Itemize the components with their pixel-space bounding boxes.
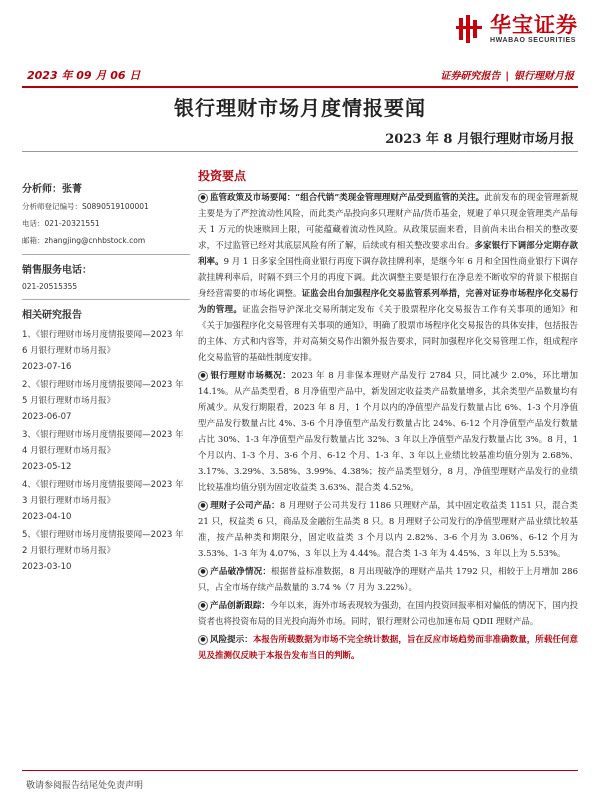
innovation-paragraph: [198, 598, 578, 630]
below-par-paragraph: [198, 564, 578, 596]
related-reports-heading: 相关研究报告: [22, 299, 190, 321]
analyst-phone: 电话：021-20321551: [22, 219, 100, 228]
brand-logo: [456, 8, 578, 50]
related-report-item[interactable]: [22, 327, 190, 375]
below-par-body: 根据普益标准数据，8 月出现破净的理财产品共 1792 只，相较于上月增加 286 只，占全市场存续产品数量的 3.74 %（7 月为 3.22%）。: [198, 567, 578, 593]
innovation-body: 今年以来，海外市场表现较为强劲，在国内投资回报率相对偏低的情况下，国内投资者也将投资布局的目光投向海外市场。同时，银行理财公司也加速布局 QDII 理财产品。: [198, 601, 578, 627]
related-report-date: 2023-03-10: [22, 562, 72, 572]
csrc-body: 证监会指导沪深北交易所制定发布《关于股票程序化交易报告工作有关事项的通知》和《关于加强程序化交易管理有关事项的通知》，明确了股票市场程序化交易报告的具体安排，包括报告的主体、方式和内容等，并对高频交易作出额外报告要求，同时加强程序化交易管理工作，组成程序化交易监管的基础性制度安排。: [198, 305, 578, 363]
bullet-icon: ●: [198, 371, 208, 381]
related-report-date: 2023-04-10: [22, 512, 72, 522]
header-divider: [22, 86, 578, 88]
bullet-icon: ●: [198, 635, 208, 645]
related-report-item[interactable]: [22, 477, 190, 525]
policy-news-paragraph: [198, 190, 578, 366]
related-report-title: 4、《银行理财市场月度情报要闻—2023 年 3 月银行理财市场月报》: [22, 480, 184, 506]
related-report-title: 1、《银行理财市场月度情报要闻—2023 年 6 月银行理财市场月报》: [22, 330, 184, 356]
title-divider: [22, 151, 578, 152]
innovation-lead: 产品创新跟踪：: [210, 601, 270, 611]
related-report-item[interactable]: [22, 377, 190, 425]
brand-name-cn: 华宝证券: [490, 12, 578, 37]
brand-mark-icon: [456, 14, 484, 44]
sales-heading: 销售服务电话：: [22, 254, 190, 276]
header-band: [22, 66, 578, 84]
market-overview-paragraph: [198, 368, 578, 496]
policy-body: 此前发布的现金管理新规主要是为了严控流动性风险，而此类产品投向多只理财产品/货币基金，规避了单只现金管理类产品每天 1 万元的快速赎回上限，可能蕴藏着流动性风险。从政策层面来看，目前尚未出台相关的整改要求，不过监管已经对其底层风险有所了解，后续或有相关整改要求出台。: [198, 193, 578, 251]
market-overview-lead: 银行理财市场概况：: [210, 371, 292, 381]
related-report-item[interactable]: [22, 527, 190, 575]
brand-name-en: HWABAO SECURITIES: [490, 36, 577, 44]
page-title: 银行理财市场月度情报要闻: [174, 96, 426, 120]
footer-divider: [22, 770, 578, 771]
report-category: 证券研究报告: [440, 71, 501, 82]
sidebar: [22, 180, 190, 577]
subsidiary-lead: 理财子公司产品：: [210, 501, 280, 511]
deposit-rate-body: 9 月 1 日多家全国性商业银行再度下调存款挂牌利率，是继今年 6 月和全国性商业银行下调存款挂牌利率后，时隔不到三个月的再度下调。此次调整主要是银行在净息差不断收窄的背景下根据自身经营需要的市场化调整。: [198, 257, 578, 299]
risk-lead: 风险提示：: [210, 635, 253, 645]
risk-paragraph: [198, 632, 578, 664]
bullet-icon: ●: [198, 193, 208, 203]
header-separator: |: [505, 71, 509, 82]
related-report-title: 5、《银行理财市场月度情报要闻—2023 年 2 月银行理财市场月报》: [22, 530, 184, 556]
market-overview-body: 2023 年 8 月非保本理财产品发行 2784 只，同比减少 2.0%，环比增加 14.1%。从产品类型看，8 月净值型产品中，新发固定收益类产品数量增多，其余类型产品数量均有所减少。从发行期限看，2023 年 8 月，1 个月以内的净值型产品发行数量占比 6%、1-3 个月净值型产品发行数量占比 4%、3-6 个月净值型产品发行数量占比 24%、6-12 个月净值型产品发行数量占比 30%、1-3 年净值型产品发行数量占比 32%、3 年以上净值型产品发行数量占比 3%。8 月，1 个月以内、1-3 个月、3-6 个月、6-12 个月、1-3 年、3 年以上业绩比较基准均值分别为 2.68%、3.17%、3.29%、3.58%、3.99%、4.38%；按产品类型划分，8 月，净值型理财产品发行的业绩比较基准均值分别为固定收益类 3.63%、混合类 4.52%。: [198, 371, 578, 493]
deposit-rate-lead: 多家银行下调部分定期存款利率。: [198, 241, 578, 267]
report-date: 2023 年 09 月 06 日: [27, 69, 141, 82]
csrc-lead: 证监会出台加强程序化交易监管系列举措，完善对证券市场程序化交易行为的管理。: [198, 289, 578, 315]
risk-body: 本报告所载数据为市场不完全统计数据，旨在反应市场趋势而非准确数量，所载任何意见及推测仅反映于本报告发布当日的判断。: [198, 635, 578, 661]
below-par-lead: 产品破净情况：: [210, 567, 272, 577]
bullet-icon: ●: [198, 567, 208, 577]
report-category-group: [440, 67, 574, 82]
footer-disclaimer: 敬请参阅报告结尾处免责声明: [26, 781, 144, 791]
bullet-icon: ●: [198, 501, 208, 511]
report-type: 银行理财月报: [514, 71, 574, 82]
subsidiary-body: 8 月理财子公司共发行 1186 只理财产品，其中固定收益类 1151 只，混合类 21 只，权益类 6 只，商品及金融衍生品类 8 只。8 月理财子公司发行的净值型理财产品业绩比较基准，按产品种类和期限分，固定收益类 3 个月以内 2.82%、3-6 个月为 3.06%、6-12 个月为 3.53%、1-3 年为 4.07%、3 年以上为 4.44%。混合类 1-3 年为 4.45%、3 年以上为 5.53%。: [198, 501, 578, 559]
related-report-title: 2、《银行理财市场月度情报要闻—2023 年 5 月银行理财市场月报》: [22, 380, 184, 406]
analyst-cert: 分析师登记编号：S0890519100001: [22, 202, 149, 211]
related-report-date: 2023-05-12: [22, 462, 72, 472]
related-report-date: 2023-07-16: [22, 362, 72, 372]
bullet-icon: ●: [198, 601, 208, 611]
page-subtitle: 2023 年 8 月银行理财市场月报: [385, 132, 574, 147]
related-report-item[interactable]: [22, 427, 190, 475]
key-points: [198, 168, 578, 666]
sales-phone: 021-20515355: [22, 282, 78, 291]
subsidiary-products-paragraph: [198, 498, 578, 562]
related-report-date: 2023-06-07: [22, 412, 72, 422]
policy-lead: 监管政策及市场要闻：“组合代销”类现金管理理财产品受到监管的关注。: [210, 193, 485, 203]
related-report-title: 3、《银行理财市场月度情报要闻—2023 年 4 月银行理财市场月报》: [22, 430, 184, 456]
analyst-email[interactable]: 邮箱：zhangjing@cnhbstock.com: [22, 236, 146, 245]
key-points-heading: 投资要点: [198, 169, 247, 183]
analyst-name: 分析师：张菁: [22, 184, 82, 195]
